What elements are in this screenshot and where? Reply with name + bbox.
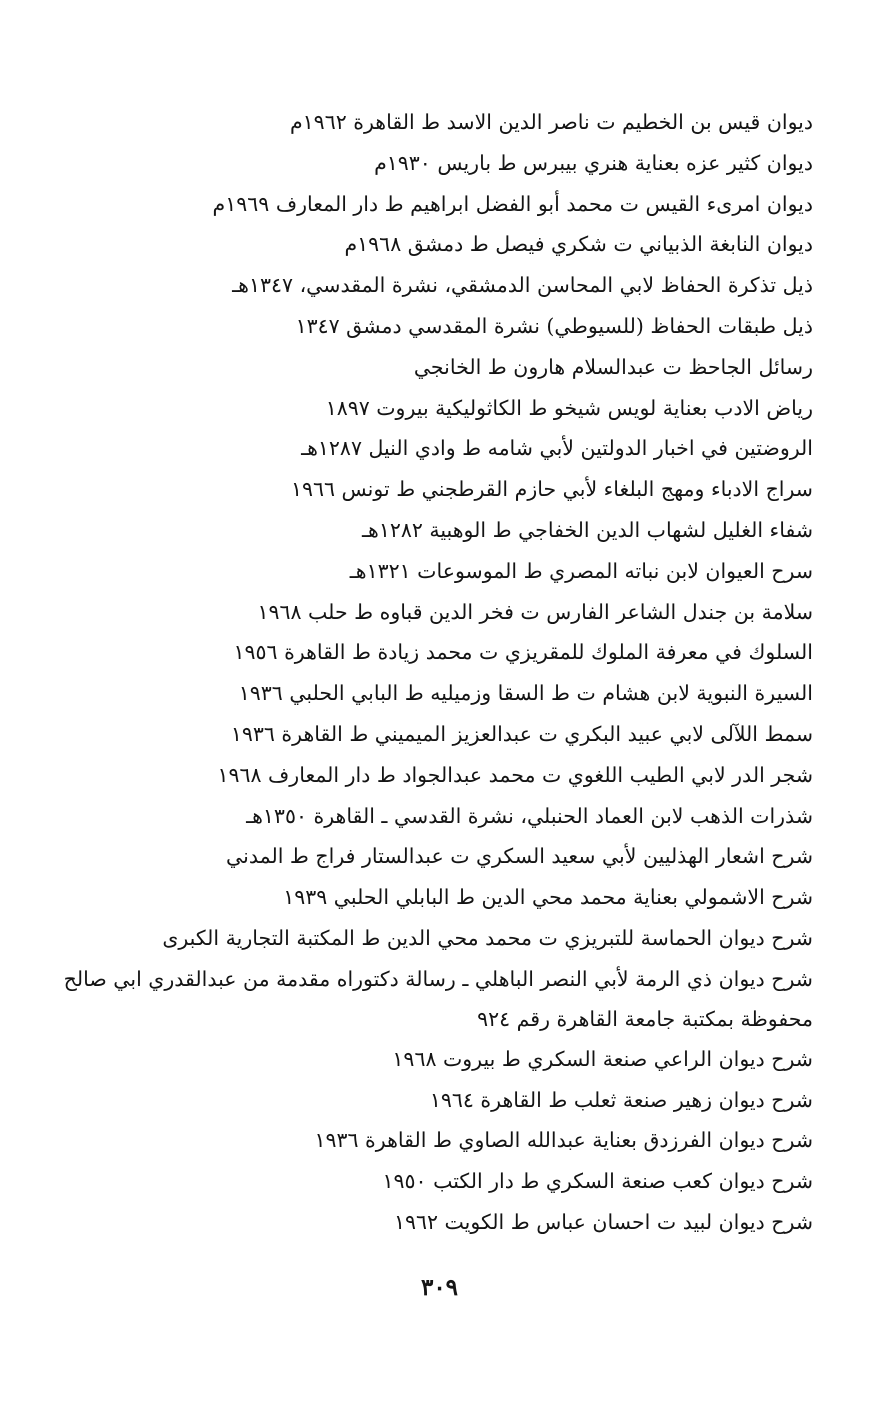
bibliography-entry: سرح العيوان لابن نباته المصري ط الموسوعات ١٣٢١هـ bbox=[349, 558, 813, 583]
bibliography-entry: سمط اللآلى لابي عبيد البكري ت عبدالعزيز الميميني ط القاهرة ١٩٣٦ bbox=[230, 721, 813, 746]
bibliography-entry: رسائل الجاحظ ت عبدالسلام هارون ط الخانجي bbox=[413, 354, 813, 379]
bibliography-entry: شرح ديوان الراعي صنعة السكري ط بيروت ١٩٦٨ bbox=[392, 1046, 813, 1071]
bibliography-entry: شرح ديوان الفرزدق بعناية عبدالله الصاوي ط القاهرة ١٩٣٦ bbox=[314, 1128, 813, 1153]
entry-line-continuation: محفوظة بمكتبة جامعة القاهرة رقم ٩٢٤ bbox=[477, 1006, 813, 1031]
bibliography-entry: السلوك في معرفة الملوك للمقريزي ت محمد زيادة ط القاهرة ١٩٥٦ bbox=[233, 640, 813, 665]
bibliography-entry: ذيل تذكرة الحفاظ لابي المحاسن الدمشقي، نشرة المقدسي، ١٣٤٧هـ bbox=[232, 273, 813, 298]
bibliography-entry: ديوان امرىء القيس ت محمد أبو الفضل ابراهيم ط دار المعارف ١٩٦٩م bbox=[212, 191, 813, 216]
bibliography-page bbox=[53, 102, 813, 1243]
bibliography-entry: السيرة النبوية لابن هشام ت ط السقا وزميليه ط البابي الحلبي ١٩٣٦ bbox=[238, 681, 813, 706]
bibliography-entry: رياض الادب بعناية لويس شيخو ط الكاثوليكية بيروت ١٨٩٧ bbox=[325, 395, 813, 420]
bibliography-entry: شرح اشعار الهذليين لأبي سعيد السكري ت عبدالستار فراج ط المدني bbox=[226, 844, 813, 869]
entry-line-first: شرح ديوان ذي الرمة لأبي النصر الباهلي ـ رسالة دكتوراه مقدمة من عبدالقدري ابي صالح bbox=[63, 966, 813, 991]
bibliography-entry: شرح ديوان كعب صنعة السكري ط دار الكتب ١٩٥٠ bbox=[382, 1169, 813, 1194]
bibliography-entry: الروضتين في اخبار الدولتين لأبي شامه ط وادي النيل ١٢٨٧هـ bbox=[301, 436, 813, 461]
bibliography-entry: شرح ديوان الحماسة للتبريزي ت محمد محي الدين ط المكتبة التجارية الكبرى bbox=[162, 925, 813, 950]
bibliography-entry: سلامة بن جندل الشاعر الفارس ت فخر الدين قباوه ط حلب ١٩٦٨ bbox=[257, 599, 813, 624]
bibliography-entry: ذيل طبقات الحفاظ (للسيوطي) نشرة المقدسي دمشق ١٣٤٧ bbox=[295, 313, 813, 338]
bibliography-entry: شرح الاشمولي بعناية محمد محي الدين ط البابلي الحلبي ١٩٣٩ bbox=[283, 885, 813, 910]
page-number: ٣٠٩ bbox=[420, 1274, 459, 1301]
bibliography-entry: شجر الدر لابي الطيب اللغوي ت محمد عبدالجواد ط دار المعارف ١٩٦٨ bbox=[217, 762, 813, 787]
bibliography-entry: شرح ديوان لبيد ت احسان عباس ط الكويت ١٩٦٢ bbox=[393, 1209, 813, 1234]
bibliography-entry: شذرات الذهب لابن العماد الحنبلي، نشرة القدسي ـ القاهرة ١٣٥٠هـ bbox=[246, 803, 813, 828]
bibliography-entry-multiline bbox=[53, 959, 813, 1039]
bibliography-entry: ديوان النابغة الذبياني ت شكري فيصل ط دمشق ١٩٦٨م bbox=[344, 232, 813, 257]
bibliography-list bbox=[53, 102, 813, 1243]
bibliography-entry: شفاء الغليل لشهاب الدين الخفاجي ط الوهبية ١٢٨٢هـ bbox=[361, 517, 813, 542]
bibliography-entry: شرح ديوان زهير صنعة ثعلب ط القاهرة ١٩٦٤ bbox=[429, 1087, 813, 1112]
bibliography-entry: ديوان قيس بن الخطيم ت ناصر الدين الاسد ط القاهرة ١٩٦٢م bbox=[289, 110, 813, 134]
bibliography-entry: سراج الادباء ومهج البلغاء لأبي حازم القرطجني ط تونس ١٩٦٦ bbox=[290, 477, 813, 502]
bibliography-entry: ديوان كثير عزه بعناية هنري بيبرس ط باريس ١٩٣٠م bbox=[374, 150, 813, 175]
